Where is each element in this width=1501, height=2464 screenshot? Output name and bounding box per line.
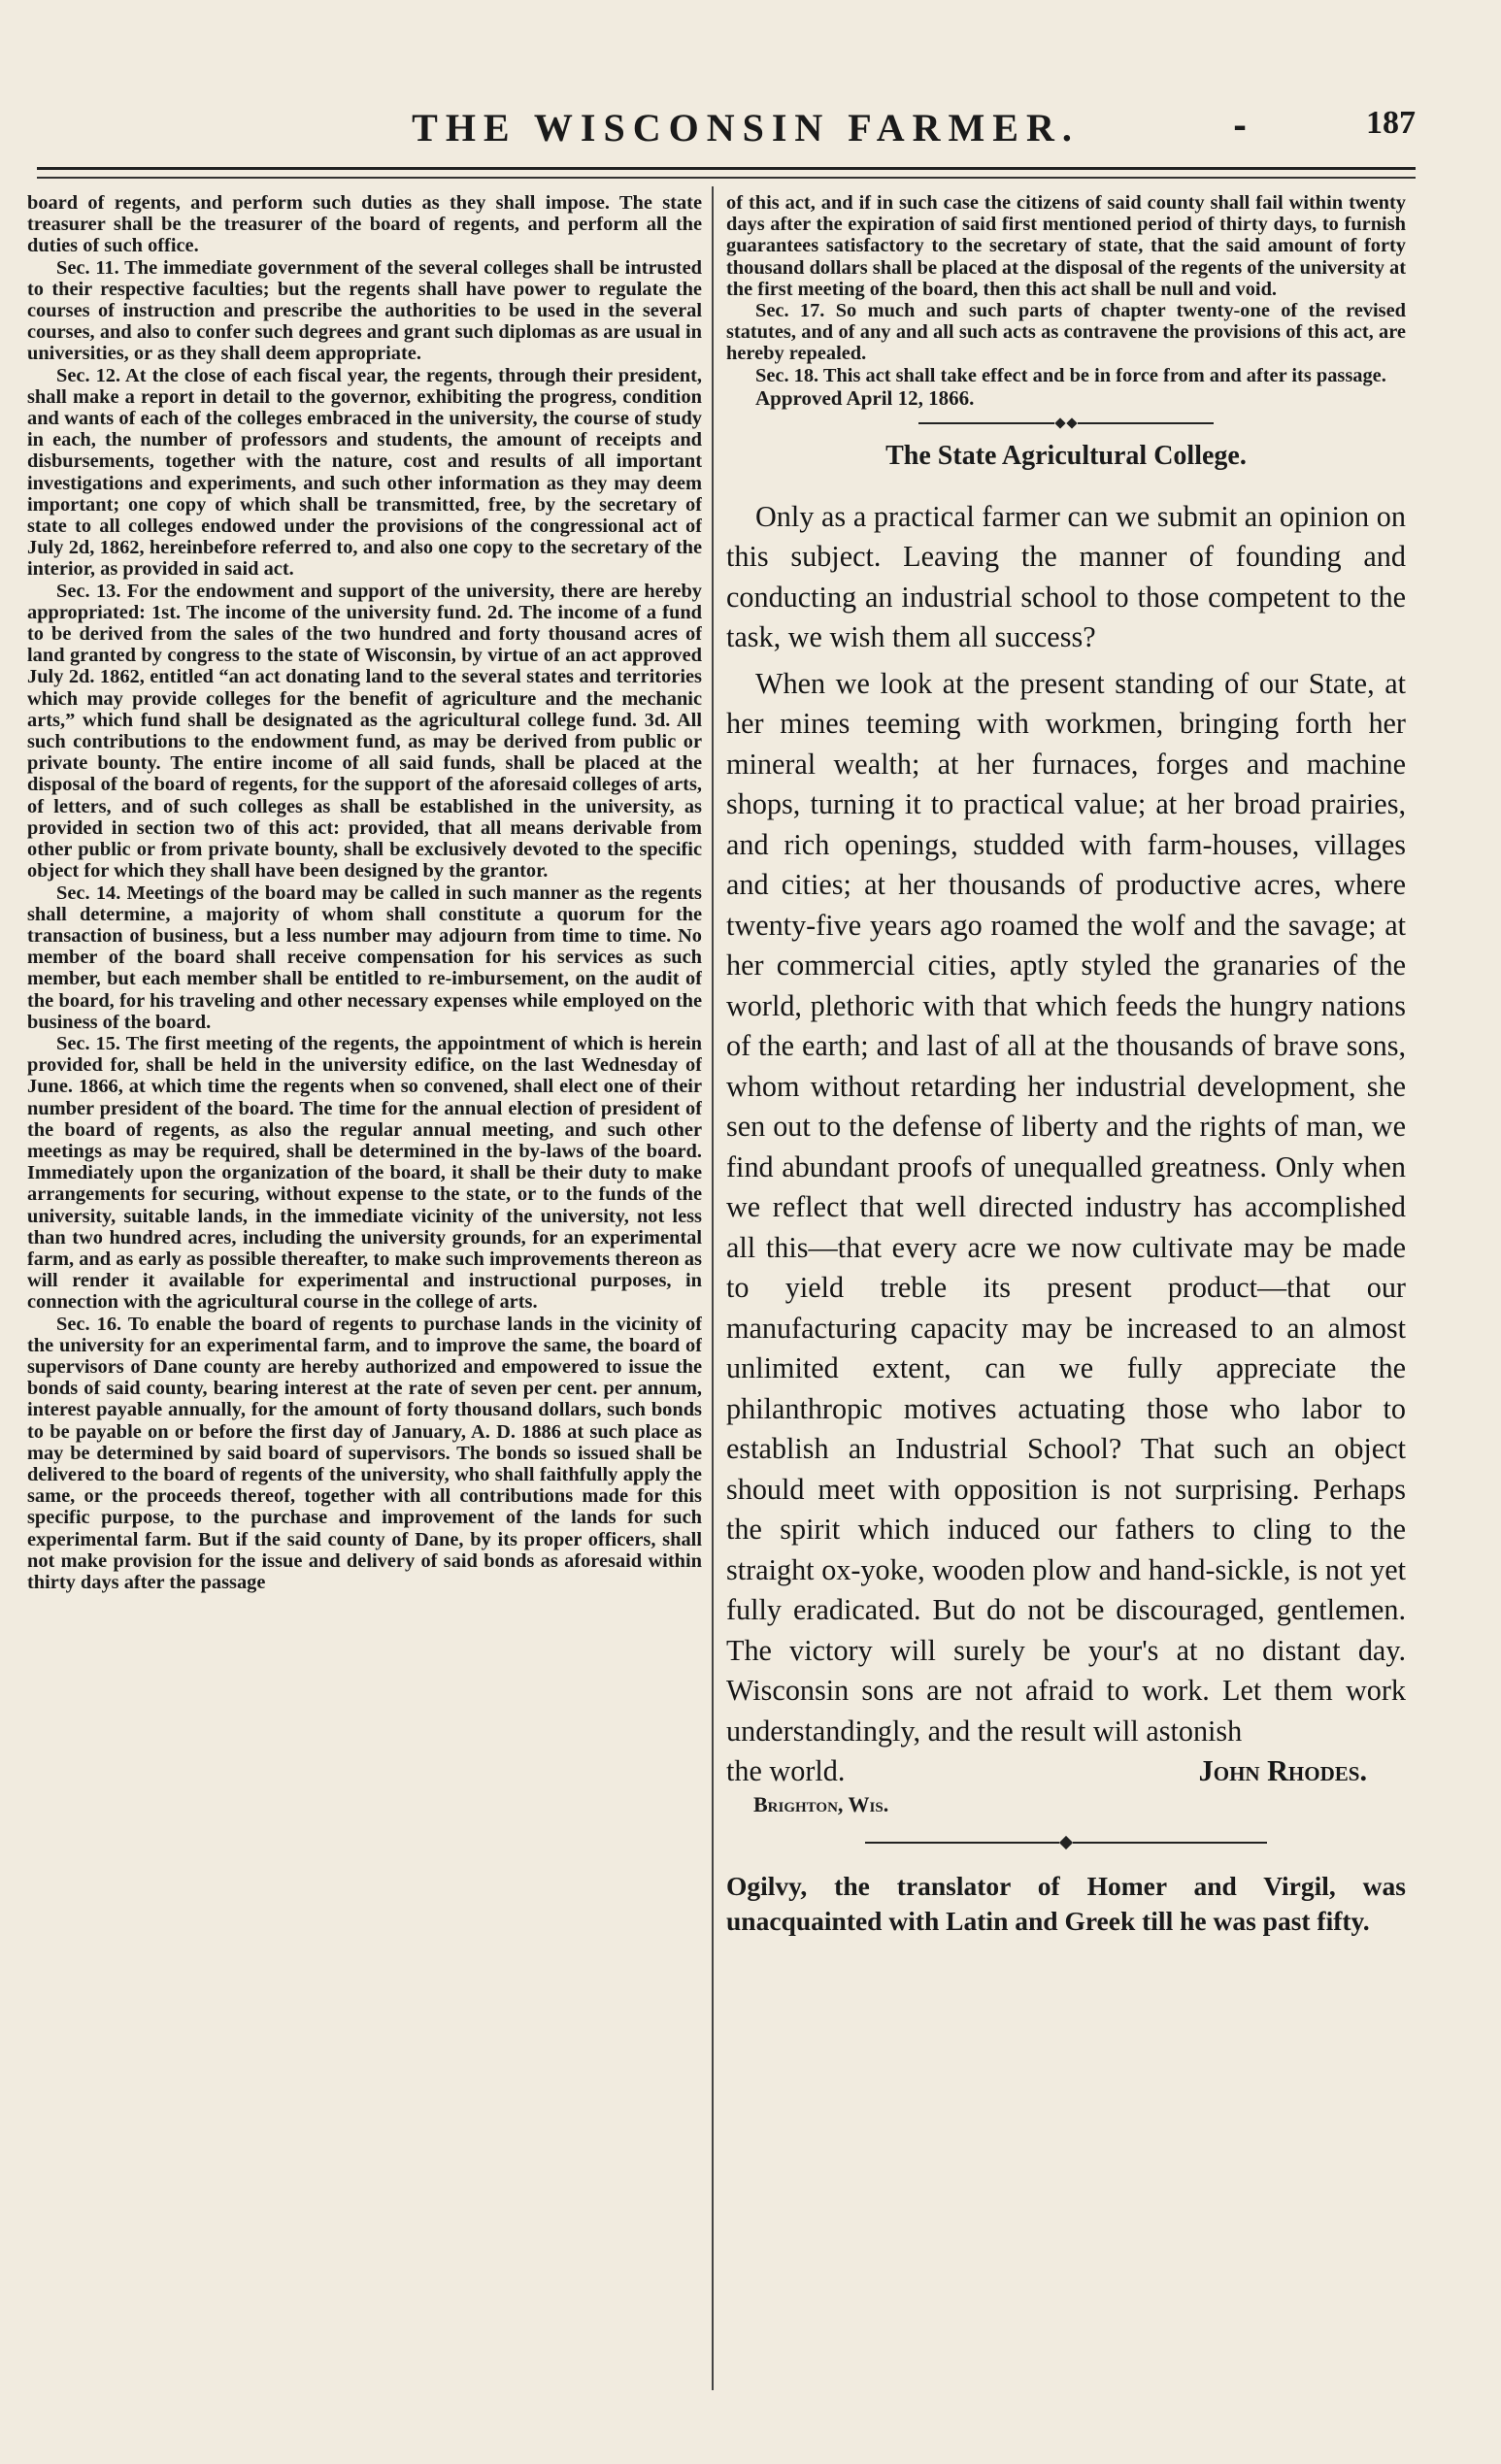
author-signature: John Rhodes. [1198,1754,1367,1788]
article-heading: The State Agricultural College. [885,440,1247,471]
section-13: Sec. 13. For the endowment and support of the university, there are hereby appropriated: 1st. The income of the university fund. 2d. The income of a fund to be derived from the sales of the two hundred and forty thousand acres of land granted by congress to the state of Wisconsin, by virtue of an act approved July 2d. 1862, entitled “an act donating land to the several states and territories which may provide colleges for the benefit of agriculture and the mechanic arts,” which fund shall be designated as the agricultural college fund. 3d. All such contributions to the endowment fund, as may be derived from public or private bounty. The entire income of all said funds, shall be placed at the disposal of the board of regents, for the support of the aforesaid colleges of arts, of letters, and of such colleges as shall be established in the university, as provided in section two of this act: provided, that all means derivable from other public or from private bounty, shall be exclusively devoted to the specific object for which they shall have been designed by the grantor. [27,580,702,882]
header-dash: - [1233,107,1248,146]
page-header [37,105,1416,163]
section-18: Sec. 18. This act shall take effect and be in force from and after its passage. [755,364,1386,386]
ornament-divider-2 [726,1833,1406,1851]
signature-line [726,1751,1406,1792]
left-column [27,192,702,2396]
author-location: Brighton, Wis. [753,1791,889,1816]
section-14: Sec. 14. Meetings of the board may be called in such manner as the regents shall determine, a majority of whom shall constitute a quorum for the transaction of business, but a less number may adjourn from time to time. No member of the board shall receive compensation for his services as such member, but each member shall be entitled to re-imbursement, on the audit of the board, for his traveling and other necessary expenses while employed on the business of the board. [27,882,702,1033]
article-paragraph-end: the world. [726,1754,846,1788]
act-continuation: of this act, and if in such case the citizens of said county shall fail within twenty days after the expiration of said first mentioned period of thirty days, to furnish guarantees satisfactory to the secretary of state, that the said amount of forty thousand dollars shall be placed at the disposal of the regents of the university at the first meeting of the board, then this act shall be null and void. [726,192,1406,300]
right-column [726,192,1406,2425]
article-paragraph-1: Only as a practical farmer can we submit an opinion on this subject. Leaving the manner of founding and conducting an industrial school to those competent to the task, we wish them all success? [726,499,1406,654]
section-17: Sec. 17. So much and such parts of chapter twenty-one of the revised statutes, and of any and all such acts as contravene the provisions of this act, are hereby repealed. [726,300,1406,365]
column-divider [712,186,714,2390]
paragraph-continuation: board of regents, and perform such duties as they shall impose. The state treasurer shall be the treasurer of the board of regents, and perform all the duties of such office. [27,192,702,257]
header-rule-bottom [37,177,1416,179]
section-12: Sec. 12. At the close of each fiscal year, the regents, through their president, shall make a report in detail to the governor, exhibiting the progress, condition and wants of each of the colleges embraced in the university, the course of study in each, the number of professors and students, the amount of receipts and disbursements, together with the nature, cost and results of all important investigations and experiments, and such other information as they may deem important; one copy of which shall be transmitted, free, by the secretary of state to all colleges endowed under the provisions of the congressional act of July 2d, 1862, hereinbefore referred to, and also one copy to the secretary of the interior, as provided in said act. [27,364,702,581]
header-rule-top [37,167,1416,170]
approved-date: Approved April 12, 1866. [755,385,975,410]
page-number: 187 [1366,105,1416,141]
ornament-divider [726,416,1406,431]
section-11: Sec. 11. The immediate government of the several colleges shall be intrusted to their respective faculties; but the regents shall have power to regulate the courses of instruction and prescribe the authorities to be used in the several courses, and also to confer such degrees and grant such diplomas as are usual in universities, or as they shall deem appropriate. [27,256,702,365]
section-15: Sec. 15. The first meeting of the regents, the appointment of which is herein provided for, shall be held in the university edifice, on the last Wednesday of June. 1866, at which time the regents when so convened, shall elect one of their number president of the board. The time for the annual election of president of the board of regents, as also the regular annual meeting, and such other meetings as may be required, shall be determined in the by-laws of the board. Immediately upon the organization of the board, it shall be their duty to make arrangements for securing, without expense to the state, or to the funds of the university, suitable lands, in the immediate vicinity of the university, not less than two hundred acres, including the university grounds, for an experimental farm, and as early as possible thereafter, to make such improvements thereon as will render it available for experimental and instructional purposes, in connection with the agricultural course in the college of arts. [27,1032,702,1314]
section-16: Sec. 16. To enable the board of regents to purchase lands in the vicinity of the university for an experimental farm, and to improve the same, the board of supervisors of Dane county are hereby authorized and empowered to issue the bonds of said county, bearing interest at the rate of seven per cent. per annum, interest payable annually, for the amount of forty thousand dollars, such bonds to be payable on or before the first day of January, A. D. 1886 at such place as may be determined by said board of supervisors. The bonds so issued shall be delivered to the board of regents of the university, who shall faithfully apply the same, or the proceeds thereof, together with all contributions made for this specific purpose, to the purchase and improvement of the lands for such experimental farm. But if the said county of Dane, by its proper officers, shall not make provision for the issue and delivery of said bonds as aforesaid within thirty days after the passage [27,1313,702,1593]
article-paragraph-2: When we look at the present standing of our State, at her mines teeming with workmen, bringing forth her mineral wealth; at her furnaces, forges and machine shops, turning it to practical value; at her broad prairies, and rich openings, studded with farm-houses, villages and cities; at her thousands of productive acres, where twenty-five years ago roamed the wolf and the savage; at her commercial cities, aptly styled the granaries of the world, plethoric with that which feeds the hungry nations of the earth; and last of all at the thousands of brave sons, whom without retarding her industrial development, she sen out to the defense of liberty and the rights of man, we find abundant proofs of unequalled greatness. Only when we reflect that well directed industry has accomplished all this—that every acre we now cultivate may be made to yield treble its present product—that our manufacturing capacity may be increased to an almost unlimited extent, can we fully appreciate the philanthropic motives actuating those who labor to establish an Industrial School? That such an object should meet with opposition is not surprising. Perhaps the spirit which induced our fathers to cling to the straight ox-yoke, wooden plow and hand-sickle, is not yet fully eradicated. But do not be discouraged, gentlemen. The victory will surely be your's at no distant day. Wisconsin sons are not afraid to work. Let them work understandingly, and the result will astonish [726,666,1406,1748]
masthead-title: THE WISCONSIN FARMER. [412,106,1080,150]
ogilvy-note: Ogilvy, the translator of Homer and Virgil, was unacquainted with Latin and Greek till he was past fifty. [726,1870,1406,1936]
